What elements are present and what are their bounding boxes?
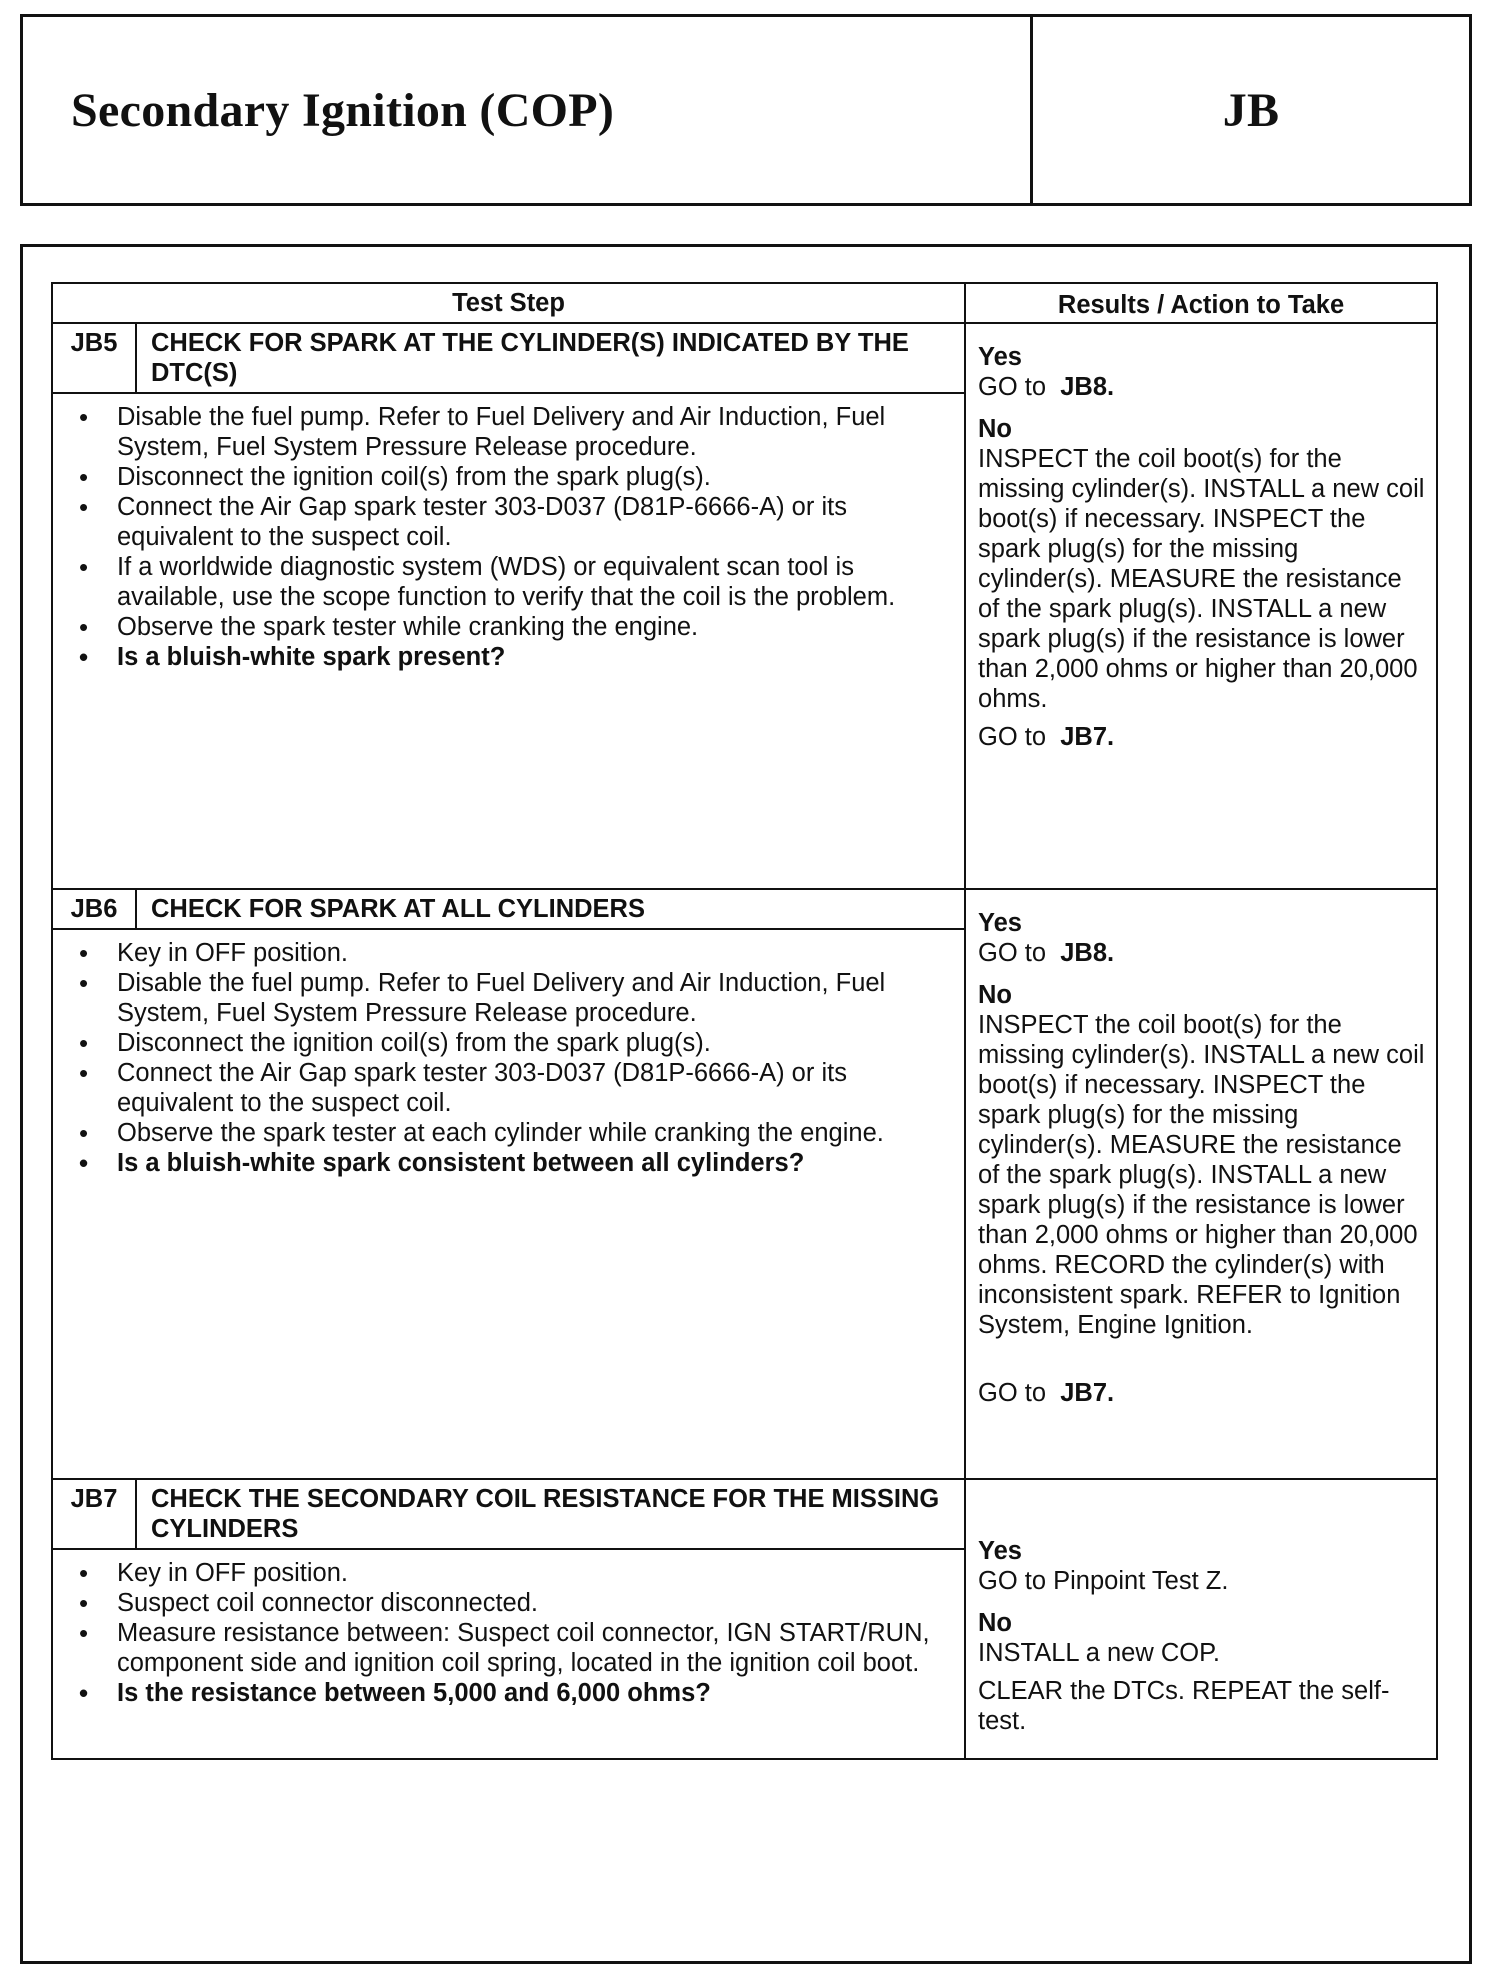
result-no-followup: CLEAR the DTCs. REPEAT the self-test.: [978, 1677, 1390, 1735]
header-title-cell: [23, 17, 1033, 203]
step-question: • Is a bluish-white spark present?: [73, 642, 944, 672]
step-title: CHECK FOR SPARK AT ALL CYLINDERS: [136, 889, 965, 929]
list-item: • Measure resistance between: Suspect coil connector, IGN START/RUN, component side and ignition coil spring, located in the ignition coil boot.: [73, 1618, 944, 1678]
result-yes-action: GO to Pinpoint Test Z.: [978, 1567, 1229, 1595]
step-question: • Is a bluish-white spark consistent between all cylinders?: [73, 1148, 944, 1178]
result-yes-action: GO to JB8.: [978, 373, 1115, 401]
goto-link[interactable]: JB7.: [1060, 723, 1115, 751]
list-item: • Observe the spark tester while cranking the engine.: [73, 612, 944, 642]
result-no-label: No: [978, 981, 1013, 1009]
section-code: JB: [1222, 83, 1280, 137]
step-title-row: [52, 889, 1437, 929]
column-header-test-step: Test Step: [52, 283, 965, 323]
step-body: [52, 1549, 965, 1759]
step-code: JB7: [52, 1479, 136, 1549]
step-body: [52, 929, 965, 1479]
list-item: • Key in OFF position.: [73, 938, 944, 968]
list-item: • If a worldwide diagnostic system (WDS) or equivalent scan tool is available, use the scope function to verify that the coil is the problem.: [73, 552, 944, 612]
result-no-goto: GO to JB7.: [978, 723, 1115, 751]
step-bullet-list: [73, 1558, 944, 1708]
list-item: • Connect the Air Gap spark tester 303-D037 (D81P-6666-A) or its equivalent to the suspect coil.: [73, 1058, 944, 1118]
procedure-table: [51, 282, 1438, 1760]
step-title: CHECK FOR SPARK AT THE CYLINDER(S) INDICATED BY THE DTC(S): [136, 323, 965, 393]
result-no-label: No: [978, 1609, 1013, 1637]
goto-link[interactable]: JB8.: [1060, 373, 1115, 401]
list-item: • Disconnect the ignition coil(s) from the spark plug(s).: [73, 1028, 944, 1058]
header-code-cell: [1033, 17, 1469, 203]
goto-link[interactable]: JB7.: [1060, 1379, 1115, 1407]
step-code: JB6: [52, 889, 136, 929]
step-code: JB5: [52, 323, 136, 393]
result-no-action: INSTALL a new COP.: [978, 1639, 1220, 1667]
step-body: [52, 393, 965, 889]
goto-link[interactable]: JB8.: [1060, 939, 1115, 967]
header-box: [20, 14, 1472, 206]
list-item: • Connect the Air Gap spark tester 303-D037 (D81P-6666-A) or its equivalent to the suspect coil.: [73, 492, 944, 552]
step-title: CHECK THE SECONDARY COIL RESISTANCE FOR THE MISSING CYLINDERS: [136, 1479, 965, 1549]
result-no-action: INSPECT the coil boot(s) for the missing cylinder(s). INSTALL a new coil boot(s) if necessary. INSPECT the spark plug(s) for the missing cylinder(s). MEASURE the resistance of the spark plug(s). INSTALL a new spark plug(s) if the resistance is lower than 2,000 ohms or higher than 20,000 ohms.: [978, 445, 1425, 713]
result-yes-label: Yes: [978, 909, 1022, 937]
result-yes-label: Yes: [978, 343, 1022, 371]
step-result: [965, 1479, 1437, 1759]
result-yes-action: GO to JB8.: [978, 939, 1115, 967]
table-header-row: [52, 283, 1437, 323]
list-item: • Observe the spark tester at each cylinder while cranking the engine.: [73, 1118, 944, 1148]
page-title: Secondary Ignition (COP): [71, 83, 615, 137]
step-title-row: [52, 1479, 1437, 1549]
list-item: • Suspect coil connector disconnected.: [73, 1588, 944, 1618]
step-bullet-list: [73, 938, 944, 1178]
result-no-action: INSPECT the coil boot(s) for the missing cylinder(s). INSTALL a new coil boot(s) if necessary. INSPECT the spark plug(s) for the missing cylinder(s). MEASURE the resistance of the spark plug(s). INSTALL a new spark plug(s) if the resistance is lower than 2,000 ohms or higher than 20,000 ohms. RECORD the cylinder(s) with inconsistent spark. REFER to Ignition System, Engine Ignition.: [978, 1011, 1425, 1339]
list-item: • Disable the fuel pump. Refer to Fuel Delivery and Air Induction, Fuel System, Fuel System Pressure Release procedure.: [73, 968, 944, 1028]
list-item: • Disconnect the ignition coil(s) from the spark plug(s).: [73, 462, 944, 492]
step-title-row: [52, 323, 1437, 393]
column-header-results: Results / Action to Take: [965, 283, 1437, 323]
result-yes-label: Yes: [978, 1537, 1022, 1565]
step-question: • Is the resistance between 5,000 and 6,000 ohms?: [73, 1678, 944, 1708]
result-no-label: No: [978, 415, 1013, 443]
list-item: • Disable the fuel pump. Refer to Fuel Delivery and Air Induction, Fuel System, Fuel System Pressure Release procedure.: [73, 402, 944, 462]
list-item: • Key in OFF position.: [73, 1558, 944, 1588]
step-result: [965, 889, 1437, 1479]
result-no-goto: GO to JB7.: [978, 1379, 1115, 1407]
step-bullet-list: [73, 402, 944, 672]
step-result: [965, 323, 1437, 889]
